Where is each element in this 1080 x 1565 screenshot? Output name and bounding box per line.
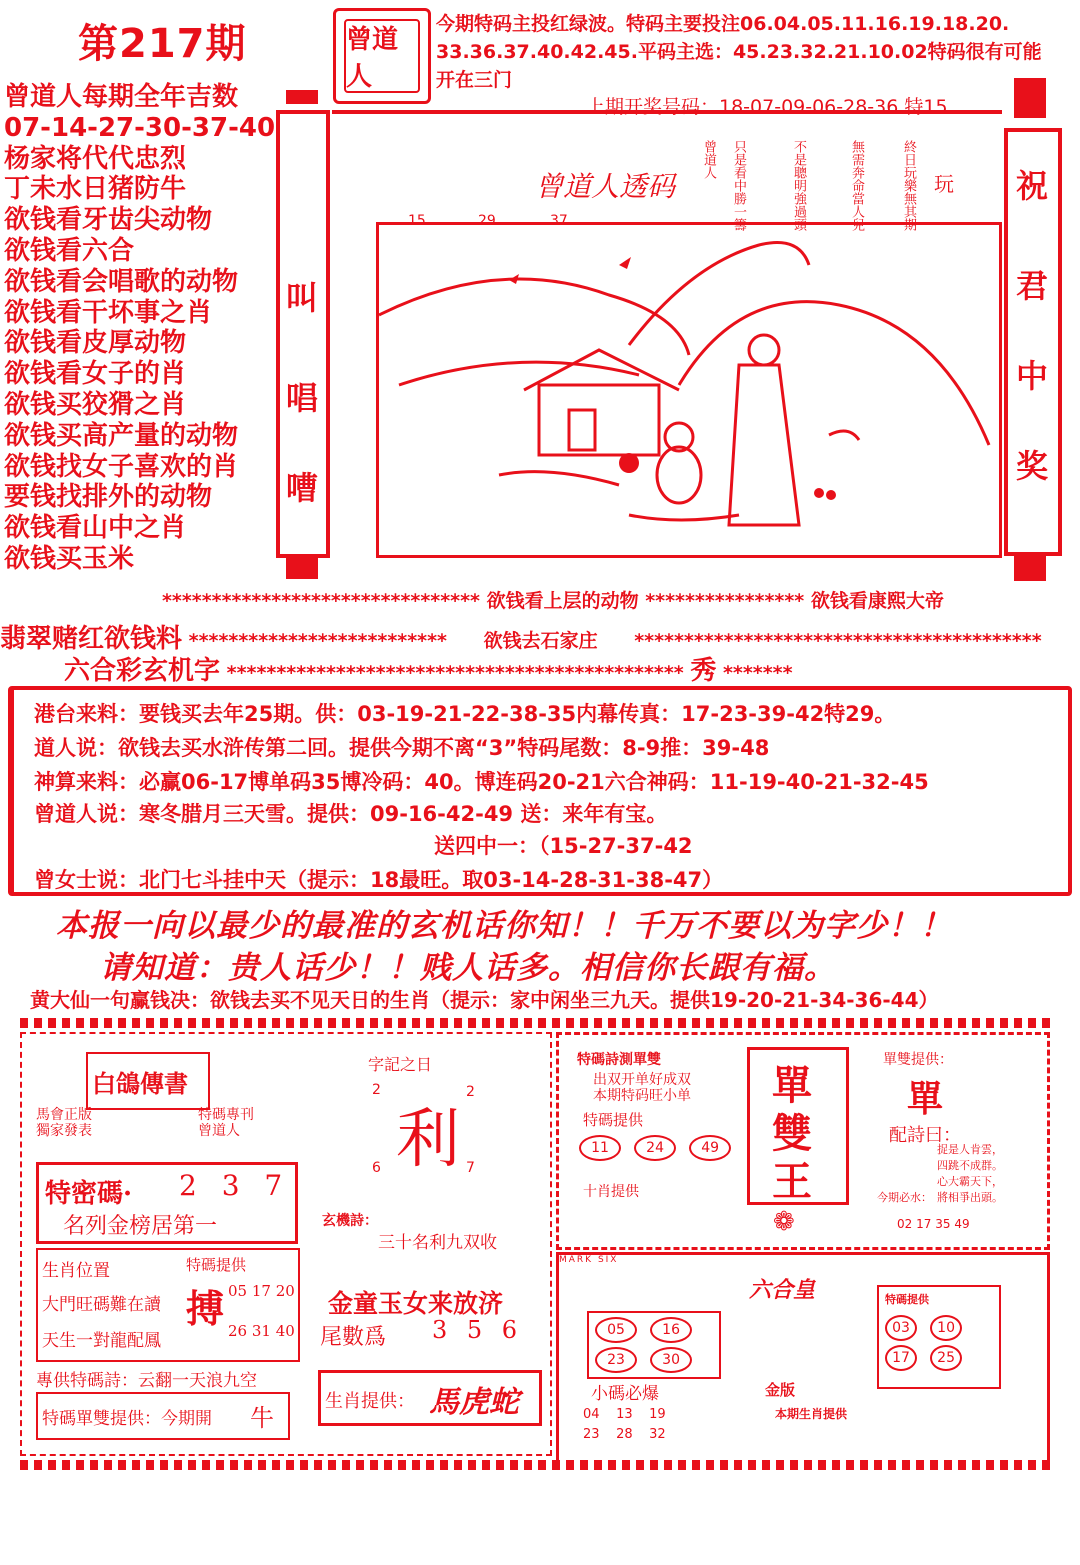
left-hints xyxy=(4,82,289,575)
top-notice-line: 今期特码主投红绿波。特码主要投注06.04.05.11.16.19.18.20. xyxy=(436,13,1010,35)
star-row xyxy=(162,586,944,613)
zodiac-label: 生肖提供： xyxy=(325,1391,415,1412)
slogan-line: 本报一向以最少的最准的玄机话你知！！千万不要以为字少！！ xyxy=(56,908,952,944)
peishi-line: 心大霸天下， xyxy=(937,1175,1003,1188)
star-label: 翡翠赌红欲钱料 xyxy=(0,624,183,654)
poem-line: 出双开单好成双 xyxy=(593,1072,691,1088)
hint-line: 欲钱买玉米 xyxy=(4,543,135,574)
poem-column: 終日玩樂無其期 xyxy=(901,140,916,231)
illustration xyxy=(376,222,1002,558)
special-char: 搏 xyxy=(186,1286,225,1331)
te-mi-ma-box xyxy=(36,1162,298,1244)
issue-title: 第217期 xyxy=(78,21,247,67)
last-draw: 上期开奖号码：18-07-09-06-28-36 特15 xyxy=(586,96,948,118)
number-ball: 10 xyxy=(930,1315,962,1341)
scroll-left-char: 嘈 xyxy=(285,469,318,507)
te-mi-ma-value: 2 3 7 xyxy=(179,1169,291,1202)
small-number: 19 xyxy=(649,1407,666,1422)
king-char: 雙 xyxy=(772,1110,812,1157)
info-box xyxy=(8,686,1072,896)
scroll-rod-bottom xyxy=(286,555,318,579)
picture-number: 37 xyxy=(550,213,568,229)
pigeon-title: 白鴿傳書 xyxy=(92,1069,188,1098)
small-note: 曾道人 xyxy=(198,1123,240,1139)
poem-column: 不是聰明強過頭 xyxy=(791,140,806,231)
pigeon-box xyxy=(86,1052,210,1110)
king-box xyxy=(747,1047,849,1205)
poem-line: 本期特码旺小单 xyxy=(593,1088,691,1104)
hint-line: 欲钱看皮厚动物 xyxy=(4,328,187,359)
zigzag-border xyxy=(20,1460,1050,1470)
stars: ********************************************** xyxy=(226,662,684,684)
info-line: 送四中一：（15-27-37-42 xyxy=(434,834,693,858)
picture-title: 曾道人透码 xyxy=(535,170,676,203)
poem-play: 玩 xyxy=(934,172,954,196)
zodiac-pos-line: 大門旺碼難在讀 xyxy=(42,1295,161,1315)
stars: ******* xyxy=(722,662,793,684)
hint-line: 欲钱买高产量的动物 xyxy=(4,420,239,451)
special-title: 特碼提供 xyxy=(186,1256,247,1274)
scroll-right-char: 君 xyxy=(1015,267,1048,305)
small-numbers-row xyxy=(583,1427,666,1442)
hint-line: 要钱找排外的动物 xyxy=(4,482,213,513)
star-text: 欲钱看上层的动物 xyxy=(486,590,639,612)
special-numbers-row xyxy=(579,1135,739,1161)
number-ball: 17 xyxy=(885,1345,917,1371)
small-numbers-row xyxy=(583,1407,666,1422)
seal-text: 曾道人 xyxy=(344,19,420,93)
small-number: 32 xyxy=(649,1427,666,1442)
must-number: 02 xyxy=(897,1217,913,1231)
hint-line: 欲钱看会唱歌的动物 xyxy=(4,266,239,297)
info-line: 道人说：欲钱去买水浒传第二回。提供今期不离“3”特码尾数：8-9推：39-48 xyxy=(34,736,770,760)
zodiac-position-box xyxy=(36,1248,300,1362)
peishi-label: 配詩曰： xyxy=(889,1125,961,1146)
village-scene-illustration xyxy=(379,225,993,549)
zodiac-value: 馬虎蛇 xyxy=(429,1385,519,1420)
scroll-rod-top xyxy=(286,90,318,104)
hint-line: 欲钱看六合 xyxy=(4,235,135,266)
tail-label: 尾數爲 xyxy=(320,1325,387,1350)
corner-number: 2 xyxy=(466,1084,475,1100)
seal-logo xyxy=(333,8,431,104)
rank-text: 名列金榜居第一 xyxy=(63,1214,218,1239)
huang-daxian-line: 黄大仙一句赢钱决：欲钱去买不见天日的生肖（提示：家中闲坐三九天。提供19-20-21-34-36-44） xyxy=(30,988,939,1012)
peishi-line: 四跳不成群。 xyxy=(937,1159,1003,1172)
must-number: 49 xyxy=(954,1217,970,1231)
number-ball: 30 xyxy=(650,1347,692,1373)
zodiac-provide-label: 本期生肖提供 xyxy=(775,1407,848,1421)
poem-column: 曾道人 xyxy=(701,140,716,179)
stars: ******************************** xyxy=(162,590,480,612)
number-ball: 03 xyxy=(885,1315,917,1341)
te-ma-row xyxy=(885,1315,970,1341)
zodiac-pos-line: 天生一對龍配鳳 xyxy=(42,1331,161,1351)
scroll-right-char: 奖 xyxy=(1015,447,1048,485)
poem-column: 只是看中勝一籌 xyxy=(731,140,746,231)
top-notice-line: 33.36.37.40.42.45.平码主选：45.23.32.21.10.02特码很有可能 xyxy=(436,41,1042,63)
zodiac-box xyxy=(318,1370,542,1426)
poem-label: 玄機詩： xyxy=(322,1213,378,1229)
hint-line: 曾道人每期全年吉数 xyxy=(4,82,239,112)
scroll-right xyxy=(1000,78,1064,583)
must-number: 35 xyxy=(935,1217,951,1231)
small-note: 獨家發表 xyxy=(36,1123,92,1139)
number-ball: 05 xyxy=(595,1317,637,1343)
hint-line: 丁未水日猪防牛 xyxy=(4,174,187,205)
info-line: 港台来料：要钱买去年25期。供：03-19-21-22-38-35内幕传真：17-23-39-42特29。 xyxy=(34,702,896,726)
day-char: 利 xyxy=(396,1103,460,1177)
must-win-label: 今期必水： xyxy=(877,1191,932,1204)
grid-row xyxy=(595,1317,700,1343)
single-double-label: 特碼單雙提供：今期開 xyxy=(42,1409,212,1429)
day-title: 字記之日 xyxy=(368,1055,433,1074)
small-burst: 小碼必爆 xyxy=(591,1384,659,1404)
small-note: 特碼專刊 xyxy=(198,1107,254,1123)
hint-line: 欲钱买狡猾之肖 xyxy=(4,389,187,420)
scroll-left-char: 叫 xyxy=(285,279,318,317)
peishi-line: 將相爭出頭。 xyxy=(937,1191,1003,1204)
must-number: 17 xyxy=(916,1217,932,1231)
number-ball: 49 xyxy=(689,1135,731,1161)
slogan-line: 请知道：贵人话少！！贱人话多。相信你长跟有福。 xyxy=(100,950,836,986)
picture-number: 15 xyxy=(408,213,426,229)
te-ma-box xyxy=(877,1285,1001,1389)
small-number: 04 xyxy=(583,1407,600,1422)
hint-line: 欲钱看干坏事之肖 xyxy=(4,297,213,328)
must-numbers xyxy=(897,1217,970,1231)
poem-column: 無需奔命當人兒 xyxy=(849,140,864,231)
star-row xyxy=(64,650,793,687)
hint-line: 07-14-27-30-37-40 xyxy=(4,112,276,143)
stars: ************************** xyxy=(188,630,447,652)
number-ball: 23 xyxy=(595,1347,637,1373)
star-text: 欲钱看康熙大帝 xyxy=(810,590,944,612)
hint-line: 欲钱找女子喜欢的肖 xyxy=(4,451,239,482)
king-char: 單 xyxy=(772,1062,812,1109)
scroll-right-char: 祝 xyxy=(1015,167,1048,205)
info-line: 曾女士说：北门七斗挂中天（提示：18最旺。取03-14-28-31-38-47） xyxy=(34,868,724,892)
mark-six-strip: MARK SIX xyxy=(559,1255,619,1265)
te-mi-ma-label: 特密碼· xyxy=(45,1179,133,1209)
flower-icon: ❁ xyxy=(773,1207,795,1237)
top-notice-line: 开在三门 xyxy=(436,69,513,91)
single-double-value: 牛 xyxy=(250,1404,274,1432)
corner-number: 2 xyxy=(372,1082,381,1098)
number-ball: 24 xyxy=(634,1135,676,1161)
star-text: 秀 xyxy=(690,656,717,686)
scroll-left xyxy=(272,110,334,580)
number-grid xyxy=(587,1311,721,1379)
king-right-title: 單雙提供： xyxy=(883,1052,953,1068)
info-line: 曾道人说：寒冬腊月三天雪。提供：09-16-42-49 送：来年有宝。 xyxy=(34,802,668,826)
gold-label: 金版 xyxy=(765,1381,796,1399)
hint-line: 欲钱看牙齿尖动物 xyxy=(4,205,213,236)
stars: ***************************************** xyxy=(634,630,1042,652)
scroll-rod-top xyxy=(1014,78,1046,118)
scroll-right-char: 中 xyxy=(1015,357,1048,395)
special-numbers: 26 31 40 xyxy=(228,1322,295,1340)
picture-number: 29 xyxy=(478,213,496,229)
number-ball: 16 xyxy=(650,1317,692,1343)
coupon-right-bottom xyxy=(556,1252,1050,1464)
liuhe-title: 六合皇 xyxy=(749,1277,816,1303)
stars: **************** xyxy=(645,590,805,612)
zodiac-pos-title: 生肖位置 xyxy=(42,1261,110,1281)
scroll-left-char: 唱 xyxy=(285,379,318,417)
top-notice xyxy=(436,10,1076,94)
tail-value: 3 5 6 xyxy=(432,1316,524,1344)
hint-line: 欲钱看女子的肖 xyxy=(4,359,187,390)
special-numbers: 05 17 20 xyxy=(228,1282,295,1300)
poem-title: 特碼詩測單雙 xyxy=(577,1052,661,1068)
star-text: 欲钱去石家庄 xyxy=(483,630,598,652)
king-right-char: 單 xyxy=(907,1078,944,1120)
twelve-label: 十肖提供 xyxy=(583,1184,639,1200)
number-ball: 25 xyxy=(930,1345,962,1371)
peishi-line: 捉是人肯雲， xyxy=(937,1143,1003,1156)
corner-number: 6 xyxy=(372,1160,381,1176)
te-ma-row xyxy=(885,1345,970,1371)
small-number: 13 xyxy=(616,1407,633,1422)
info-line: 神算来料：必赢06-17博单码35博冷码：40。博连码20-21六合神码：11-19-40-21-32-45 xyxy=(34,770,929,794)
king-char: 王 xyxy=(772,1158,812,1205)
grid-row xyxy=(595,1347,700,1373)
star-label: 六合彩玄机字 xyxy=(64,656,221,686)
hint-line: 杨家将代代忠烈 xyxy=(4,143,187,174)
small-number: 28 xyxy=(616,1427,633,1442)
jin-tong-line: 金童玉女来放济 xyxy=(328,1289,504,1318)
small-note: 馬會正版 xyxy=(36,1107,92,1123)
coupon-right-top xyxy=(556,1032,1050,1250)
poem-line: 三十名利九双收 xyxy=(378,1233,497,1253)
special-label: 特碼提供 xyxy=(583,1111,644,1129)
small-number: 23 xyxy=(583,1427,600,1442)
scroll-rod-bottom xyxy=(1014,553,1046,581)
hint-line: 欲钱看山中之肖 xyxy=(4,513,187,544)
special-poem: 專供特碼詩：云翻一天浪九空 xyxy=(36,1371,257,1391)
zigzag-border xyxy=(20,1018,1050,1028)
single-double-box xyxy=(36,1392,290,1440)
coupon-left xyxy=(20,1032,552,1456)
number-ball: 11 xyxy=(579,1135,621,1161)
corner-number: 7 xyxy=(466,1160,475,1176)
te-ma-label: 特碼提供 xyxy=(885,1293,929,1306)
